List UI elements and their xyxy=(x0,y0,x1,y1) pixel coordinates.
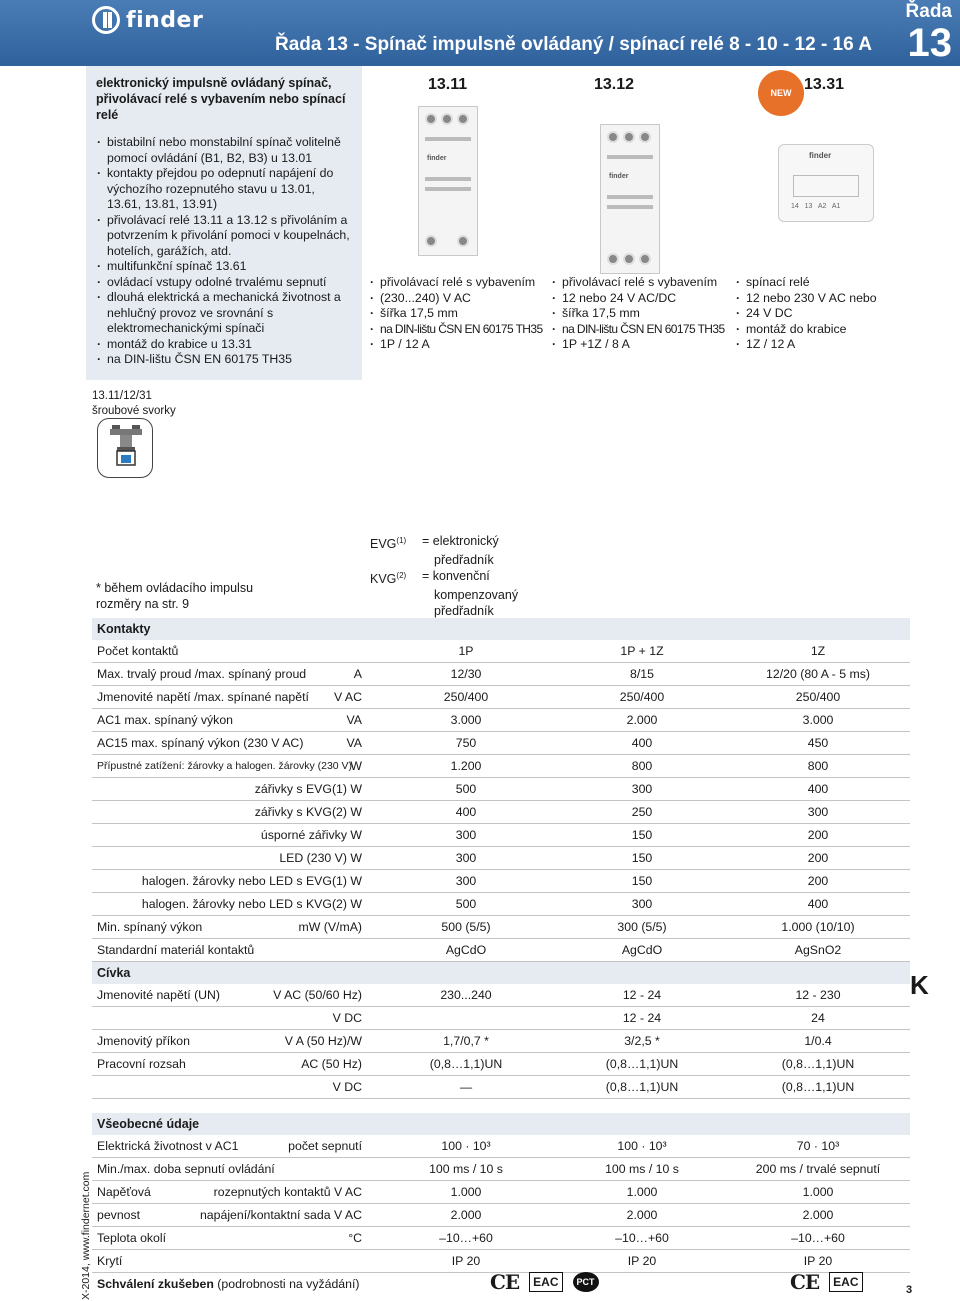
list-item: · montáž do krabice xyxy=(736,322,926,338)
row-value: 400 xyxy=(631,736,653,750)
list-item: · přivolávací relé s vybavením xyxy=(370,275,560,291)
row-label: Elektrická životnost v AC1 xyxy=(97,1139,239,1153)
row-value: 12/20 (80 A - 5 ms) xyxy=(766,667,870,681)
row-label: Jmenovitý příkon xyxy=(97,1034,190,1048)
row-value: 200 xyxy=(807,851,829,865)
list-item: · na DIN-lištu ČSN EN 60175 TH35 xyxy=(370,322,560,338)
row-label: Přípustné zatížení: žárovky a halogen. žárovky (230 V) xyxy=(97,760,353,772)
table-row xyxy=(92,1158,910,1181)
row-value: 12 - 24 xyxy=(622,988,662,1002)
row-unit: zářivky s KVG(2) W xyxy=(254,805,362,819)
row-unit: V AC (50/60 Hz) xyxy=(273,988,362,1002)
row-value: 300 xyxy=(455,851,477,865)
row-value: 1P xyxy=(458,644,474,658)
row-value: 1.000 (10/10) xyxy=(781,920,855,934)
table-row xyxy=(92,1204,910,1227)
table-row xyxy=(92,1076,910,1099)
row-unit: halogen. žárovky nebo LED s EVG(1) W xyxy=(141,874,362,888)
row-unit: VA xyxy=(346,736,362,750)
row-unit: V DC xyxy=(332,1011,362,1025)
table-row xyxy=(92,916,910,939)
relay-image: finder 14 13 A2 A1 xyxy=(778,144,874,222)
section-contacts: Kontakty xyxy=(92,618,910,640)
row-value: 400 xyxy=(807,782,829,796)
row-value: 100 ms / 10 s xyxy=(429,1162,503,1176)
cert-marks-13-31 xyxy=(790,1271,863,1293)
row-label: Pracovní rozsah xyxy=(97,1057,186,1071)
row-unit: W xyxy=(350,759,362,773)
row-value: AgCdO xyxy=(445,943,487,957)
row-unit: rozepnutých kontaktů V AC xyxy=(213,1185,362,1199)
row-value: 500 (5/5) xyxy=(441,920,491,934)
row-value: 1.000 xyxy=(626,1185,658,1199)
row-value: (0,8…1,1)UN xyxy=(605,1057,679,1071)
page-number: 3 xyxy=(906,1284,913,1296)
screw-terminal-icon xyxy=(97,418,153,478)
list-item: · přivolávací relé 13.11 a 13.12 s přivoláním a potvrzením k přivolání pomoci v koupelnách, hotelích, garážích, atd. xyxy=(96,213,352,260)
table-row xyxy=(92,663,910,686)
relay-image: finder xyxy=(418,106,478,256)
list-item: · multifunkční spínač 13.61 xyxy=(96,259,352,275)
row-value: (0,8…1,1)UN xyxy=(605,1080,679,1094)
row-value: 300 xyxy=(631,782,653,796)
product-features xyxy=(370,275,560,353)
row-label: Napěťová xyxy=(97,1185,151,1199)
row-value: 1,7/0,7 * xyxy=(443,1034,489,1048)
row-unit: napájení/kontaktní sada V AC xyxy=(199,1208,362,1222)
row-unit: V A (50 Hz)/W xyxy=(284,1034,362,1048)
row-label: Počet kontaktů xyxy=(97,644,179,658)
row-value: IP 20 xyxy=(803,1254,833,1268)
row-value: 2.000 xyxy=(802,1208,834,1222)
sidebar-letter: K xyxy=(910,970,929,1000)
row-unit: V DC xyxy=(332,1080,362,1094)
row-value: 100 · 10³ xyxy=(441,1139,491,1153)
row-value: –10…+60 xyxy=(439,1231,493,1245)
list-item: · na DIN-lištu ČSN EN 60175 TH35 xyxy=(96,352,352,368)
row-value: 12 - 230 xyxy=(795,988,841,1002)
row-value: (0,8…1,1)UN xyxy=(781,1080,855,1094)
row-value: 70 · 10³ xyxy=(796,1139,840,1153)
list-item: · 24 V DC xyxy=(736,306,926,322)
table-row xyxy=(92,778,910,801)
table-row xyxy=(92,893,910,916)
product-code: 13.12 xyxy=(594,76,635,93)
spec-table xyxy=(92,618,913,1296)
row-value: 200 ms / trvalé sepnutí xyxy=(755,1162,881,1176)
row-value: IP 20 xyxy=(451,1254,481,1268)
eac-icon: EAC xyxy=(829,1272,862,1292)
ce-icon: CE xyxy=(790,1270,820,1294)
row-value: 250/400 xyxy=(443,690,489,704)
table-row xyxy=(92,732,910,755)
list-item: · 12 nebo 230 V AC nebo xyxy=(736,291,926,307)
row-value: — xyxy=(459,1080,473,1094)
row-unit: VA xyxy=(346,713,362,727)
finder-logo: finder xyxy=(92,6,203,34)
footer-vertical: X-2014, www.findernet.com xyxy=(80,1171,92,1300)
row-value: 1P + 1Z xyxy=(620,644,664,658)
list-item: · bistabilní nebo monstabilní spínač volitelně pomocí ovládání (B1, B2, B3) u 13.01 xyxy=(96,135,352,166)
row-value: 8/15 xyxy=(630,667,654,681)
intro-list xyxy=(96,135,352,368)
intro-box xyxy=(86,66,362,380)
table-row xyxy=(92,686,910,709)
product-features xyxy=(736,275,926,353)
row-value: 100 ms / 10 s xyxy=(605,1162,679,1176)
row-value: 2.000 xyxy=(450,1208,482,1222)
list-item: · šířka 17,5 mm xyxy=(370,306,560,322)
product-13-11 xyxy=(370,76,550,352)
pct-icon: PCT xyxy=(573,1272,599,1292)
row-value: 3.000 xyxy=(802,713,834,727)
series-badge: Řada 13 xyxy=(905,1,952,65)
row-value: IP 20 xyxy=(627,1254,657,1268)
row-unit: A xyxy=(353,667,362,681)
table-row xyxy=(92,1227,910,1250)
row-value: 3.000 xyxy=(450,713,482,727)
list-item: · dlouhá elektrická a mechanická životnost a nehlučný provoz ve srovnání s elektromechanickými spínači xyxy=(96,290,352,337)
table-row xyxy=(92,870,910,893)
row-label: Jmenovité napětí /max. spínané napětí xyxy=(97,690,309,704)
row-unit: LED (230 V) W xyxy=(279,851,362,865)
row-value: AgSnO2 xyxy=(794,943,842,957)
row-unit: počet sepnutí xyxy=(288,1139,362,1153)
row-value: 1.000 xyxy=(450,1185,482,1199)
row-value: (0,8…1,1)UN xyxy=(429,1057,503,1071)
row-value: 500 xyxy=(455,897,477,911)
ballast-legend: EVG$^{(1)}$ = elektronický předřadník KVG$^{(2)}$ = konvenční kompenzovaný předřadník xyxy=(370,534,519,618)
table-row xyxy=(92,801,910,824)
row-value: 24 xyxy=(811,1011,825,1025)
list-item: · přivolávací relé s vybavením xyxy=(552,275,742,291)
new-generation-badge: NEW GENERATION xyxy=(758,70,804,116)
product-code: 13.31 xyxy=(804,76,845,93)
row-value: 250/400 xyxy=(795,690,841,704)
row-label: Min./max. doba sepnutí ovládání xyxy=(97,1162,275,1176)
table-row xyxy=(92,847,910,870)
cert-marks-13-11 xyxy=(490,1271,599,1293)
product-features xyxy=(552,275,742,353)
section-coil: Cívka xyxy=(92,962,910,984)
row-value: 250/400 xyxy=(619,690,665,704)
row-unit: zářivky s EVG(1) W xyxy=(254,782,362,796)
product-13-12 xyxy=(552,76,732,352)
row-value: 1/0.4 xyxy=(804,1034,832,1048)
row-value: 150 xyxy=(631,874,653,888)
row-unit: halogen. žárovky nebo LED s KVG(2) W xyxy=(141,897,362,911)
page-title: Řada 13 - Spínač impulsně ovládaný / spínací relé 8 - 10 - 12 - 16 A xyxy=(275,34,872,55)
finder-logo-icon xyxy=(92,6,120,34)
row-value: 250 xyxy=(631,805,653,819)
row-label: AC15 max. spínaný výkon (230 V AC) xyxy=(97,736,304,750)
row-unit: V AC xyxy=(333,690,362,704)
table-row xyxy=(92,1135,910,1158)
product-code: 13.11 xyxy=(428,76,468,93)
page-header xyxy=(0,0,960,66)
row-value: –10…+60 xyxy=(791,1231,845,1245)
table-row xyxy=(92,984,910,1007)
row-value: 230...240 xyxy=(440,988,492,1002)
row-value: 750 xyxy=(455,736,477,750)
row-value: 400 xyxy=(455,805,477,819)
list-item: · spínací relé xyxy=(736,275,926,291)
table-row xyxy=(92,824,910,847)
table-row xyxy=(92,1181,910,1204)
row-unit: °C xyxy=(348,1231,362,1245)
row-value: 300 (5/5) xyxy=(617,920,667,934)
table-row-approvals: Schválení zkušeben (podrobnosti na vyžádání) CE EAC PCT CE EAC xyxy=(92,1273,910,1296)
table-row xyxy=(92,709,910,732)
row-value: 800 xyxy=(807,759,829,773)
row-value: 150 xyxy=(631,851,653,865)
row-label: AC1 max. spínaný výkon xyxy=(97,713,234,727)
footnote-dimensions: * během ovládacího impulsu rozměry na str. 9 xyxy=(96,581,254,611)
section-general: Všeobecné údaje xyxy=(92,1113,910,1135)
row-label: pevnost xyxy=(97,1208,141,1222)
list-item: · 1P +1Z / 8 A xyxy=(552,337,742,353)
list-item: · (230...240) V AC xyxy=(370,291,560,307)
row-value: 200 xyxy=(807,874,829,888)
row-value: 500 xyxy=(455,782,477,796)
row-unit: mW (V/mA) xyxy=(298,920,362,934)
row-value: –10…+60 xyxy=(615,1231,669,1245)
row-value: 200 xyxy=(807,828,829,842)
row-label: Min. spínaný výkon xyxy=(97,920,203,934)
row-label: Teplota okolí xyxy=(97,1231,167,1245)
row-value: 150 xyxy=(631,828,653,842)
row-label: Max. trvalý proud /max. spínaný proud xyxy=(97,667,307,681)
row-value: 300 xyxy=(807,805,829,819)
list-item: · montáž do krabice u 13.31 xyxy=(96,337,352,353)
row-value: 1Z xyxy=(810,644,826,658)
list-item: · 12 nebo 24 V AC/DC xyxy=(552,291,742,307)
row-value: 450 xyxy=(807,736,829,750)
list-item: · na DIN-lištu ČSN EN 60175 TH35 xyxy=(552,322,742,338)
row-value: 12 - 24 xyxy=(622,1011,662,1025)
row-value: 300 xyxy=(455,828,477,842)
row-value: 2.000 xyxy=(626,1208,658,1222)
row-value: 1.000 xyxy=(802,1185,834,1199)
product-13-31 xyxy=(736,76,916,352)
screw-icon xyxy=(98,419,154,479)
table-row xyxy=(92,755,910,778)
row-value: 300 xyxy=(631,897,653,911)
row-value: 800 xyxy=(631,759,653,773)
row-value: 300 xyxy=(455,874,477,888)
table-row xyxy=(92,1030,910,1053)
intro-title: elektronický impulsně ovládaný spínač, přivolávací relé s vybavením nebo spínací relé xyxy=(96,76,346,122)
list-item: · šířka 17,5 mm xyxy=(552,306,742,322)
row-label: Standardní materiál kontaktů xyxy=(97,943,255,957)
table-row xyxy=(92,1053,910,1076)
list-item: · ovládací vstupy odolné trvalému sepnutí xyxy=(96,275,352,291)
row-value: 3/2,5 * xyxy=(624,1034,660,1048)
list-item: · 1Z / 12 A xyxy=(736,337,926,353)
row-unit: AC (50 Hz) xyxy=(301,1057,362,1071)
row-value: 400 xyxy=(807,897,829,911)
row-value: 2.000 xyxy=(626,713,658,727)
row-label: Krytí xyxy=(97,1254,123,1268)
table-row xyxy=(92,939,910,962)
list-item: · kontakty přejdou po odepnutí napájení do výchozího rozepnutého stavu u 13.01, 13.61, 13.81, 13.91) xyxy=(96,166,352,213)
row-value: 12/30 xyxy=(450,667,482,681)
relay-image: finder xyxy=(600,124,660,274)
terminal-label: 13.11/12/31 šroubové svorky xyxy=(92,390,176,417)
row-value: AgCdO xyxy=(621,943,663,957)
row-label: Jmenovité napětí (UN) xyxy=(97,988,221,1002)
list-item: · 1P / 12 A xyxy=(370,337,560,353)
row-unit: úsporné zářivky W xyxy=(260,828,362,842)
ce-icon: CE xyxy=(490,1270,520,1294)
table-row xyxy=(92,640,910,663)
row-value: (0,8…1,1)UN xyxy=(781,1057,855,1071)
row-value: 1.200 xyxy=(450,759,482,773)
table-row xyxy=(92,1007,910,1030)
row-value: 100 · 10³ xyxy=(617,1139,667,1153)
eac-icon: EAC xyxy=(529,1272,562,1292)
